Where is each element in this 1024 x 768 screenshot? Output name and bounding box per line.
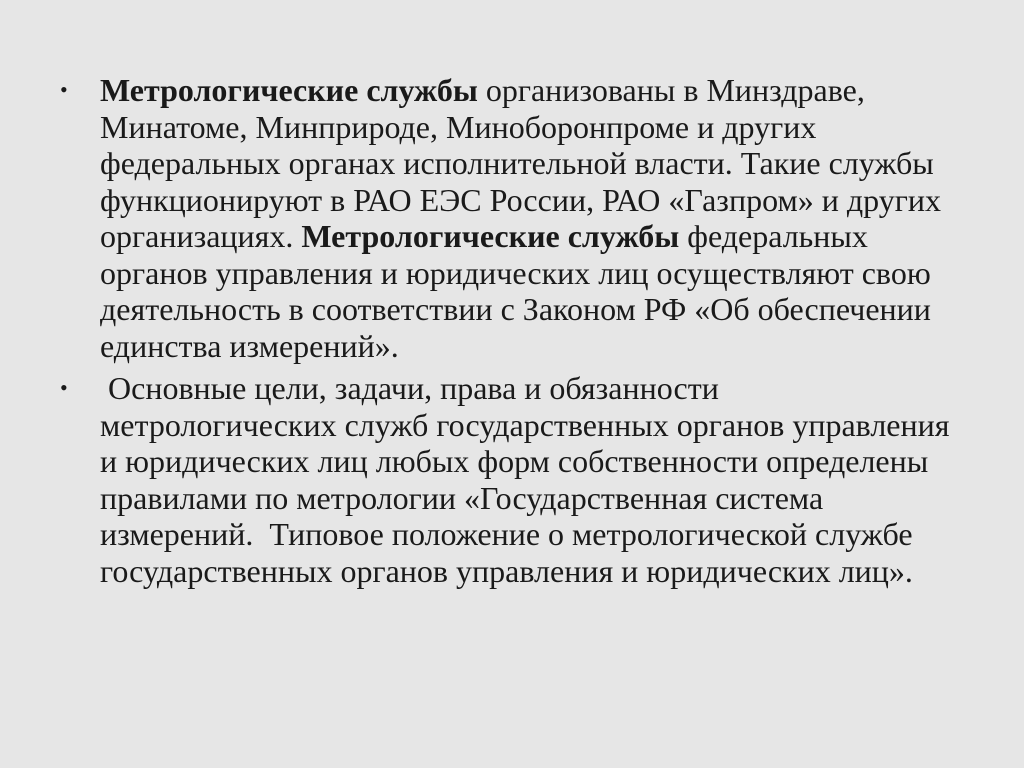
bullet-icon: •: [60, 375, 68, 400]
paragraph-text: федеральных органов управления и юридических лиц осуществляют свою деятельность в соответствии с Законом РФ «Об обеспечении единства измерений».: [100, 218, 931, 364]
bullet-list: [60, 72, 960, 595]
bullet-icon: •: [60, 77, 68, 102]
bullet-item-2: [60, 370, 960, 589]
bold-term: Метрологические службы: [301, 218, 680, 254]
bullet-item-1: [60, 72, 960, 364]
paragraph-text: Основные цели, задачи, права и обязанности метрологических служб государственных органов управления и юридических лиц любых форм собственности определены правилами по метрологии «Государственная система измерений. Типовое положение о метрологической службе государственных органов управления и юридических лиц».: [100, 370, 958, 589]
bold-term: Метрологические службы: [100, 72, 478, 108]
paragraph-text: организованы в Минздраве, Минатоме, Минприроде, Минобоpонпроме и других федеральных органах исполнительной власти. Такие службы функционируют в РАО ЕЭС России, РАО «Газпром» и других организациях.: [100, 72, 941, 254]
